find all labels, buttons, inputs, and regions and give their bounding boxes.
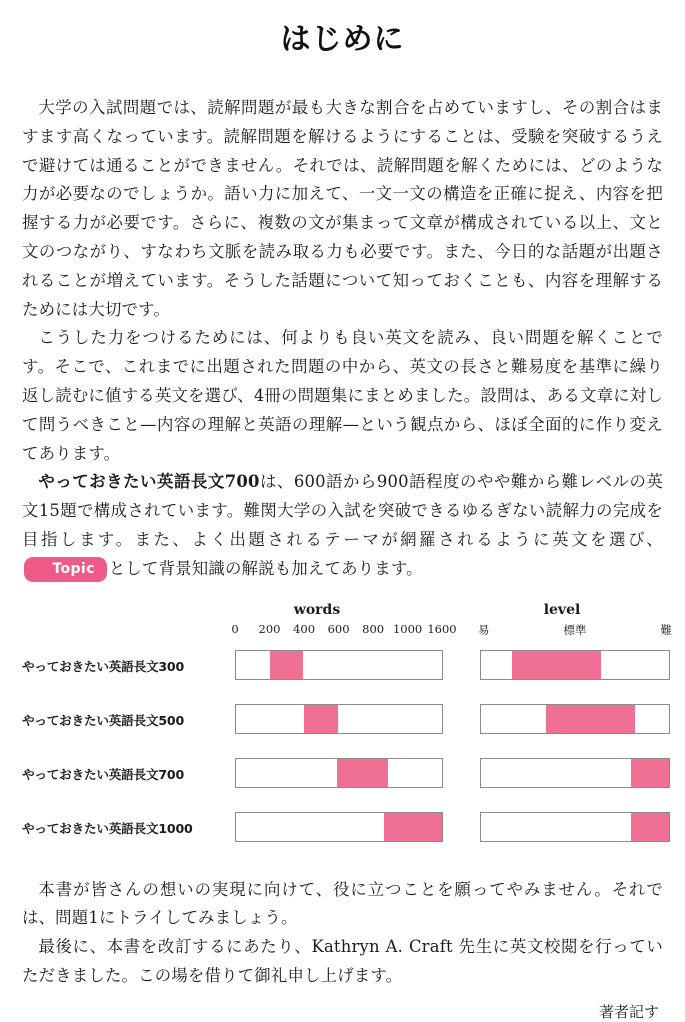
paragraph-highlight bbox=[22, 468, 663, 583]
words-tick-0: 0 bbox=[231, 621, 239, 636]
intro-body bbox=[22, 94, 663, 584]
chart-header-level: level bbox=[543, 601, 581, 618]
words-bar-track-500 bbox=[235, 704, 443, 734]
words-bar-track-700 bbox=[235, 758, 443, 788]
level-bar-track-300 bbox=[480, 650, 670, 680]
level-bar-track-1000 bbox=[480, 812, 670, 842]
chart-axes bbox=[22, 621, 672, 640]
series-comparison-chart bbox=[22, 601, 672, 860]
level-tick-easy: 易 bbox=[478, 622, 490, 637]
paragraph-2: こうした力をつけるためには、何よりも良い英文を読み、良い問題を解くことです。そこで、これまでに出題された問題の中から、英文の長さと難易度を基準に繰り返し読むに値する英文を選び、4冊の問題集にまとめました。設問は、ある文章に対して問うべきこと—内容の理解と英語の理解—という観点から、ほぼ全面的に作り変えてあります。 bbox=[22, 328, 663, 463]
highlight-text-after-bold: は、600語から900語程度のやや難から難レベルの英文15題で構成されています。難関大学の入試を突破できるゆるぎない読解力の完成を目指します。また、よく出題されるテーマが網羅されるように英文を選び、 bbox=[22, 472, 663, 549]
row-label-500: やっておきたい英語長文500 bbox=[22, 712, 185, 728]
level-bar-track-500 bbox=[480, 704, 670, 734]
table-row bbox=[22, 696, 663, 750]
row-label-1000: やっておきたい英語長文1000 bbox=[22, 820, 193, 836]
chart-headers bbox=[22, 602, 663, 622]
author-signature: 著者記す bbox=[598, 1002, 659, 1021]
page-title: はじめに bbox=[280, 22, 405, 57]
footer-paragraph-1: 本書が皆さんの想いの実現に向けて、役に立つことを願ってやみません。それでは、問題1にトライしてみましょう。 bbox=[22, 879, 663, 928]
words-tick-200: 200 bbox=[258, 621, 281, 636]
row-label-700: やっておきたい英語長文700 bbox=[22, 766, 185, 782]
level-bar-fill-300 bbox=[512, 651, 601, 679]
words-bar-track-1000 bbox=[235, 812, 443, 842]
table-row bbox=[22, 642, 663, 696]
level-tick-hard: 難 bbox=[660, 622, 672, 637]
topic-badge: Topic bbox=[24, 557, 107, 582]
table-row bbox=[22, 804, 663, 858]
words-bar-track-300 bbox=[235, 650, 443, 680]
level-tick-standard: 標準 bbox=[563, 622, 587, 637]
words-bar-fill-500 bbox=[304, 705, 338, 733]
words-axis bbox=[231, 621, 457, 640]
words-tick-800: 800 bbox=[362, 621, 385, 636]
book-title-700: やっておきたい英語長文700 bbox=[38, 472, 260, 492]
preface-page bbox=[0, 8, 685, 1021]
words-bar-fill-1000 bbox=[384, 813, 442, 841]
words-bar-fill-700 bbox=[337, 759, 389, 787]
level-axis bbox=[480, 622, 670, 640]
level-bar-fill-1000 bbox=[631, 813, 669, 841]
level-bar-track-700 bbox=[480, 758, 670, 788]
words-tick-600: 600 bbox=[327, 621, 350, 636]
words-tick-1600: 1600 bbox=[427, 621, 457, 636]
words-bar-fill-300 bbox=[270, 651, 303, 679]
row-label-300: やっておきたい英語長文300 bbox=[22, 658, 185, 674]
chart-rows bbox=[22, 642, 663, 858]
paragraph-1: 大学の入試問題では、読解問題が最も大きな割合を占めていますし、その割合はますます高くなっています。読解問題を解けるようにすることは、受験を突破するうえで避けては通ることができません。それでは、読解問題を解くためには、どのような力が必要なのでしょうか。語い力に加えて、一文一文の構造を正確に捉え、内容を把握する力が必要です。さらに、複数の文が集まって文章が構成されている以上、文と文のつながり、すなわち文脈を読み取る力も必要です。また、今日的な話題が出題されることが増えています。そうした話題について知っておくことも、内容を理解するためには大切です。 bbox=[22, 98, 663, 319]
footer-paragraph-2: 最後に、本書を改訂するにあたり、Kathryn A. Craft 先生に英文校閲を行っていただきました。この場を借りて御礼申し上げます。 bbox=[22, 937, 663, 985]
highlight-text-after-badge: として背景知識の解説も加えてあります。 bbox=[108, 558, 423, 578]
words-tick-400: 400 bbox=[293, 621, 316, 636]
table-row bbox=[22, 750, 663, 804]
level-bar-fill-700 bbox=[631, 759, 669, 787]
chart-header-words: words bbox=[293, 601, 341, 618]
words-tick-1000: 1000 bbox=[392, 621, 423, 636]
level-bar-fill-500 bbox=[546, 705, 635, 733]
